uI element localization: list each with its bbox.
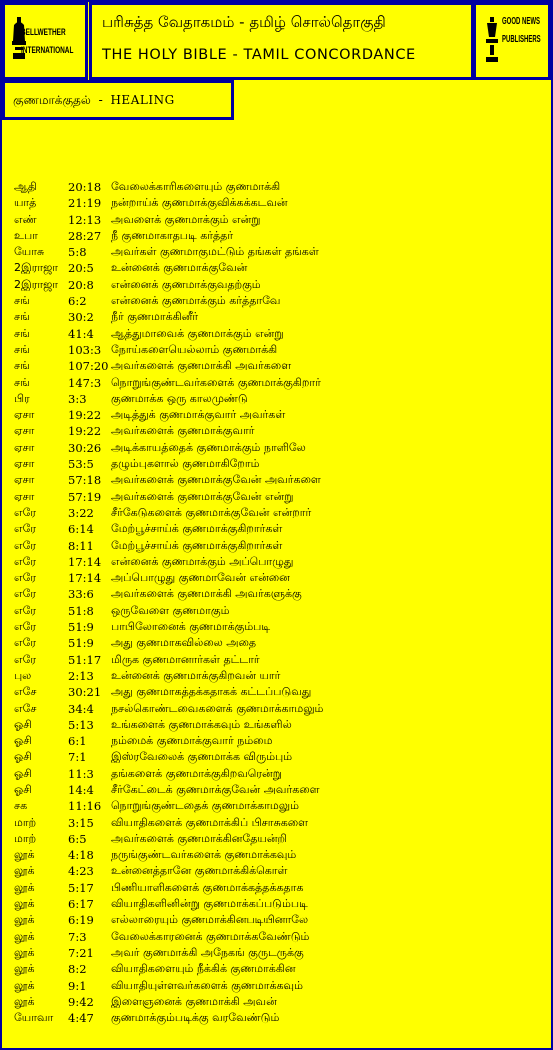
concordance-row [14,489,544,505]
verse-reference: 7:21 [68,945,94,960]
concordance-row [14,945,544,961]
book-abbrev: யோசு [14,245,45,259]
verse-reference: 41:4 [68,326,94,341]
verse-excerpt: எல்லாரையும் குணமாக்கினபடியினாலே [111,913,309,927]
section-heading-box [2,80,234,120]
book-abbrev: லூக் [14,978,35,992]
concordance-row [14,798,544,814]
verse-excerpt: அது குணமாகவில்லை அதை [111,636,257,650]
verse-reference: 19:22 [68,424,102,439]
concordance-row [14,423,544,439]
section-separator: - [98,93,103,107]
concordance-row [14,603,544,619]
concordance-row [14,440,544,456]
verse-excerpt: அப்பொழுது குணமாவேன் என்னை [111,571,290,585]
logo-right-text [502,13,541,49]
book-abbrev: புல [14,668,32,682]
verse-excerpt: நருங்குண்டவர்களைக் குணமாக்கவும் [111,848,297,862]
verse-excerpt: என்னைக் குணமாக்கும் கர்த்தாவே [111,294,281,308]
book-abbrev: லூக் [14,848,35,862]
verse-excerpt: ஆத்துமாவைக் குணமாக்கும் என்று [111,326,284,340]
book-abbrev: மாற் [14,831,37,845]
verse-reference: 30:21 [68,685,102,700]
concordance-row [14,815,544,831]
verse-excerpt: மேற்பூச்சாய்க் குணமாக்குகிறார்கள் [111,538,283,552]
verse-reference: 12:13 [68,212,102,227]
verse-excerpt: வேலைக்காரனைக் குணமாக்கவேண்டும் [111,929,310,943]
concordance-list [14,179,544,1026]
verse-excerpt: நன்றாய்க் குணமாக்குவிக்கக்கடவன் [111,196,288,210]
verse-reference: 57:18 [68,473,102,488]
concordance-row [14,293,544,309]
book-abbrev: சங் [14,310,30,324]
book-abbrev: எரே [14,620,37,634]
book-abbrev: சங் [14,326,30,340]
book-abbrev: ஏசா [14,457,35,471]
verse-excerpt: உன்னைக் குணமாக்குகிறவன் யார் [111,668,281,682]
verse-reference: 51:17 [68,652,102,667]
concordance-row [14,847,544,863]
concordance-row [14,635,544,651]
book-abbrev: எரே [14,571,37,585]
concordance-row [14,277,544,293]
verse-excerpt: அவர்களைக் குணமாக்கினதேயன்றி [111,831,287,845]
verse-excerpt: நசல்கொண்டவைகளைக் குணமாக்காமலும் [111,701,324,715]
concordance-row [14,195,544,211]
verse-excerpt: வியாதிகளினின்று குணமாக்கப்படும்படி [111,897,308,911]
verse-reference: 6:1 [68,734,87,749]
verse-excerpt: மேற்பூச்சாய்க் குணமாக்குகிறார்கள் [111,522,283,536]
concordance-row [14,309,544,325]
verse-reference: 53:5 [68,457,94,472]
concordance-row [14,717,544,733]
concordance-row [14,244,544,260]
verse-reference: 9:1 [68,978,87,993]
verse-excerpt: அவர் குணமாக்கி அநேகங் குருடருக்கு [111,945,304,959]
verse-excerpt: சீர்கேட்டைக் குணமாக்குவேன் அவர்களை [111,782,320,796]
section-title-english: HEALING [110,93,175,107]
book-abbrev: மாற் [14,815,37,829]
verse-reference: 5:17 [68,880,94,895]
verse-excerpt: அடிக்காயத்தைக் குணமாக்கும் நாளிலே [111,440,306,454]
verse-reference: 6:5 [68,831,87,846]
verse-reference: 17:14 [68,571,102,586]
verse-reference: 19:22 [68,408,102,423]
concordance-row [14,961,544,977]
concordance-row [14,880,544,896]
book-abbrev: யாத் [14,196,37,210]
verse-reference: 4:18 [68,848,94,863]
verse-reference: 30:26 [68,440,102,455]
verse-excerpt: அவர்கள் குணமாகுமட்டும் தங்கள் தங்கள் [111,245,319,259]
verse-reference: 51:9 [68,620,94,635]
verse-excerpt: மிருக குணமானார்கள் தட்டார் [111,652,260,666]
logo-right-line-2: PUBLISHERS [502,34,541,45]
logo-left-line-1: BELLWETHER [21,27,66,37]
verse-reference: 6:17 [68,897,94,912]
lamp-icon [484,15,500,65]
verse-excerpt: நம்மைக் குணமாக்குவார் நம்மை [111,734,273,748]
verse-reference: 57:19 [68,489,102,504]
concordance-row [14,896,544,912]
verse-excerpt: உன்னைத்தானே குணமாக்கிக்கொள் [111,864,288,878]
concordance-row [14,554,544,570]
book-abbrev: யோவா [14,1011,54,1025]
verse-excerpt: என்னைக் குணமாக்குவதற்கும் [111,277,261,291]
book-abbrev: ஓசி [14,750,32,764]
verse-reference: 28:27 [68,228,102,243]
verse-excerpt: குணமாக்க ஒரு காலமுண்டு [111,391,248,405]
verse-excerpt: வியாதிகளைக் குணமாக்கிப் பிசாசுகளை [111,815,309,829]
concordance-row [14,260,544,276]
verse-excerpt: பாபிலோனைக் குணமாக்கும்படி [111,620,271,634]
verse-reference: 8:2 [68,962,87,977]
verse-excerpt: உன்னைக் குணமாக்குவேன் [111,261,248,275]
verse-excerpt: வியாதியுள்ளவர்களைக் குணமாக்கவும் [111,978,303,992]
book-abbrev: எரே [14,603,37,617]
book-abbrev: எரே [14,522,37,536]
book-abbrev: எரே [14,538,37,552]
concordance-row [14,619,544,635]
verse-excerpt: அவர்களைக் குணமாக்கி அவர்களை [111,359,292,373]
verse-reference: 2:13 [68,668,94,683]
book-abbrev: சங் [14,294,30,308]
verse-excerpt: பிணியாளிகளைக் குணமாக்கத்தக்கதாக [111,880,304,894]
book-abbrev: எரே [14,554,37,568]
concordance-row [14,782,544,798]
book-abbrev: சங் [14,375,30,389]
book-abbrev: சங் [14,342,30,356]
verse-excerpt: ஒருவேளை குணமாகும் [111,603,230,617]
book-abbrev: ஏசா [14,473,35,487]
book-abbrev: லூக் [14,929,35,943]
book-abbrev: ஓசி [14,717,32,731]
concordance-row [14,863,544,879]
verse-reference: 5:8 [68,245,87,260]
concordance-row [14,391,544,407]
verse-excerpt: அவர்களைக் குணமாக்கி அவர்களுக்கு [111,587,302,601]
verse-excerpt: தழும்புகளால் குணமாகிறோம் [111,457,260,471]
verse-reference: 17:14 [68,554,102,569]
verse-reference: 11:3 [68,766,94,781]
verse-reference: 14:4 [68,782,94,797]
verse-reference: 30:2 [68,310,94,325]
title-tamil: பரிசுத்த வேதாகமம் - தமிழ் சொல்தொகுதி [102,13,386,31]
book-abbrev: எரே [14,587,37,601]
concordance-row [14,978,544,994]
book-abbrev: லூக் [14,913,35,927]
concordance-row [14,538,544,554]
verse-reference: 51:9 [68,636,94,651]
concordance-row [14,766,544,782]
verse-excerpt: நீர் குணமாக்கினீர் [111,310,199,324]
concordance-row [14,505,544,521]
verse-reference: 6:19 [68,913,94,928]
logo-left-line-2: INTERNATIONAL [21,45,74,55]
book-abbrev: ஆதி [14,180,37,193]
concordance-row [14,684,544,700]
verse-excerpt: வியாதிகளையும் நீக்கிக் குணமாக்கின [111,962,296,976]
concordance-row [14,358,544,374]
book-abbrev: லூக் [14,864,35,878]
verse-reference: 9:42 [68,994,94,1009]
concordance-row [14,326,544,342]
book-abbrev: எசே [14,685,37,699]
concordance-row [14,733,544,749]
concordance-row [14,342,544,358]
verse-excerpt: இளைஞனைக் குணமாக்கி அவன் [111,994,277,1008]
concordance-row [14,456,544,472]
verse-reference: 103:3 [68,342,102,357]
section-heading [13,93,175,109]
verse-excerpt: உங்களைக் குணமாக்கவும் உங்களில் [111,717,292,731]
book-abbrev: எண் [14,212,37,226]
verse-excerpt: அவர்களைக் குணமாக்குவேன் அவர்களை [111,473,321,487]
verse-reference: 7:3 [68,929,87,944]
concordance-row [14,228,544,244]
concordance-row [14,375,544,391]
book-abbrev: சங் [14,359,30,373]
concordance-row [14,179,544,195]
bellwether-logo [2,2,88,80]
concordance-row [14,912,544,928]
book-abbrev: பிர [14,391,30,405]
verse-reference: 34:4 [68,701,94,716]
title-english: THE HOLY BIBLE - TAMIL CONCORDANCE [102,47,416,63]
verse-reference: 4:23 [68,864,94,879]
verse-excerpt: அடித்துக் குணமாக்குவார் அவர்கள் [111,408,286,422]
book-abbrev: ஏசா [14,440,35,454]
book-abbrev: எரே [14,652,37,666]
verse-reference: 20:5 [68,261,94,276]
book-abbrev: எரே [14,505,37,519]
verse-reference: 8:11 [68,538,94,553]
verse-excerpt: நொறுங்குண்டதைக் குணமாக்காமலும் [111,799,299,813]
verse-reference: 3:22 [68,505,94,520]
verse-reference: 21:19 [68,196,102,211]
verse-reference: 147:3 [68,375,102,390]
concordance-row [14,929,544,945]
verse-excerpt: சீர்கேடுகளைக் குணமாக்குவேன் என்றார் [111,505,312,519]
verse-excerpt: வேலைக்காரிகளையும் குணமாக்கி [111,180,281,193]
verse-excerpt: நொறுங்குண்டவர்களைக் குணமாக்குகிறார் [111,375,321,389]
concordance-row [14,1010,544,1026]
concordance-row [14,652,544,668]
concordance-row [14,570,544,586]
verse-reference: 11:16 [68,799,102,814]
concordance-row [14,407,544,423]
verse-reference: 107:20 [68,359,109,374]
verse-excerpt: என்னைக் குணமாக்கும் அப்பொழுது [111,554,294,568]
book-abbrev: 2இராஜா [14,261,59,275]
book-abbrev: ஏசா [14,408,35,422]
verse-excerpt: நோய்களையெல்லாம் குணமாக்கி [111,342,278,356]
concordance-row [14,212,544,228]
book-abbrev: உபா [14,228,38,242]
book-abbrev: லூக் [14,994,35,1008]
verse-reference: 3:3 [68,391,87,406]
verse-excerpt: குணமாக்கும்படிக்கு வரவேண்டும் [111,1011,280,1025]
concordance-row [14,472,544,488]
book-abbrev: எரே [14,636,37,650]
book-abbrev: லூக் [14,945,35,959]
book-abbrev: லூக் [14,880,35,894]
book-abbrev: ஓசி [14,766,32,780]
section-title-tamil: குணமாக்குதல் [13,93,91,107]
verse-reference: 20:8 [68,277,94,292]
verse-reference: 4:47 [68,1011,94,1026]
book-abbrev: சக [14,799,28,813]
book-abbrev: ஓசி [14,782,32,796]
concordance-row [14,749,544,765]
book-abbrev: 2இராஜா [14,277,59,291]
verse-reference: 33:6 [68,587,94,602]
verse-excerpt: அது குணமாகத்தக்கதாகக் கட்டப்படுவது [111,685,312,699]
verse-excerpt: அவர்களைக் குணமாக்குவார் [111,424,255,438]
verse-excerpt: அவர்களைக் குணமாக்குவேன் என்று [111,489,294,503]
verse-excerpt: அவளைக் குணமாக்கும் என்று [111,212,261,226]
verse-reference: 3:15 [68,815,94,830]
logo-left-text [21,23,73,59]
title-panel [89,2,474,80]
book-abbrev: லூக் [14,962,35,976]
verse-reference: 7:1 [68,750,87,765]
logo-right-line-1: GOOD NEWS [502,16,541,27]
verse-reference: 6:2 [68,294,87,309]
verse-excerpt: நீ குணமாகாதபடி கர்த்தர் [111,228,234,242]
verse-reference: 6:14 [68,522,94,537]
verse-excerpt: தங்களைக் குணமாக்குகிறவரென்று [111,766,282,780]
concordance-row [14,994,544,1010]
verse-reference: 20:18 [68,180,102,194]
verse-excerpt: இஸ்ரவேலைக் குணமாக்க விரும்பும் [111,750,293,764]
concordance-row [14,521,544,537]
good-news-logo [473,2,551,80]
concordance-row [14,668,544,684]
book-abbrev: எசே [14,701,37,715]
concordance-row [14,701,544,717]
concordance-row [14,586,544,602]
book-abbrev: லூக் [14,897,35,911]
book-abbrev: ஓசி [14,734,32,748]
book-abbrev: ஏசா [14,489,35,503]
verse-reference: 5:13 [68,717,94,732]
verse-reference: 51:8 [68,603,94,618]
book-abbrev: ஏசா [14,424,35,438]
concordance-row [14,831,544,847]
